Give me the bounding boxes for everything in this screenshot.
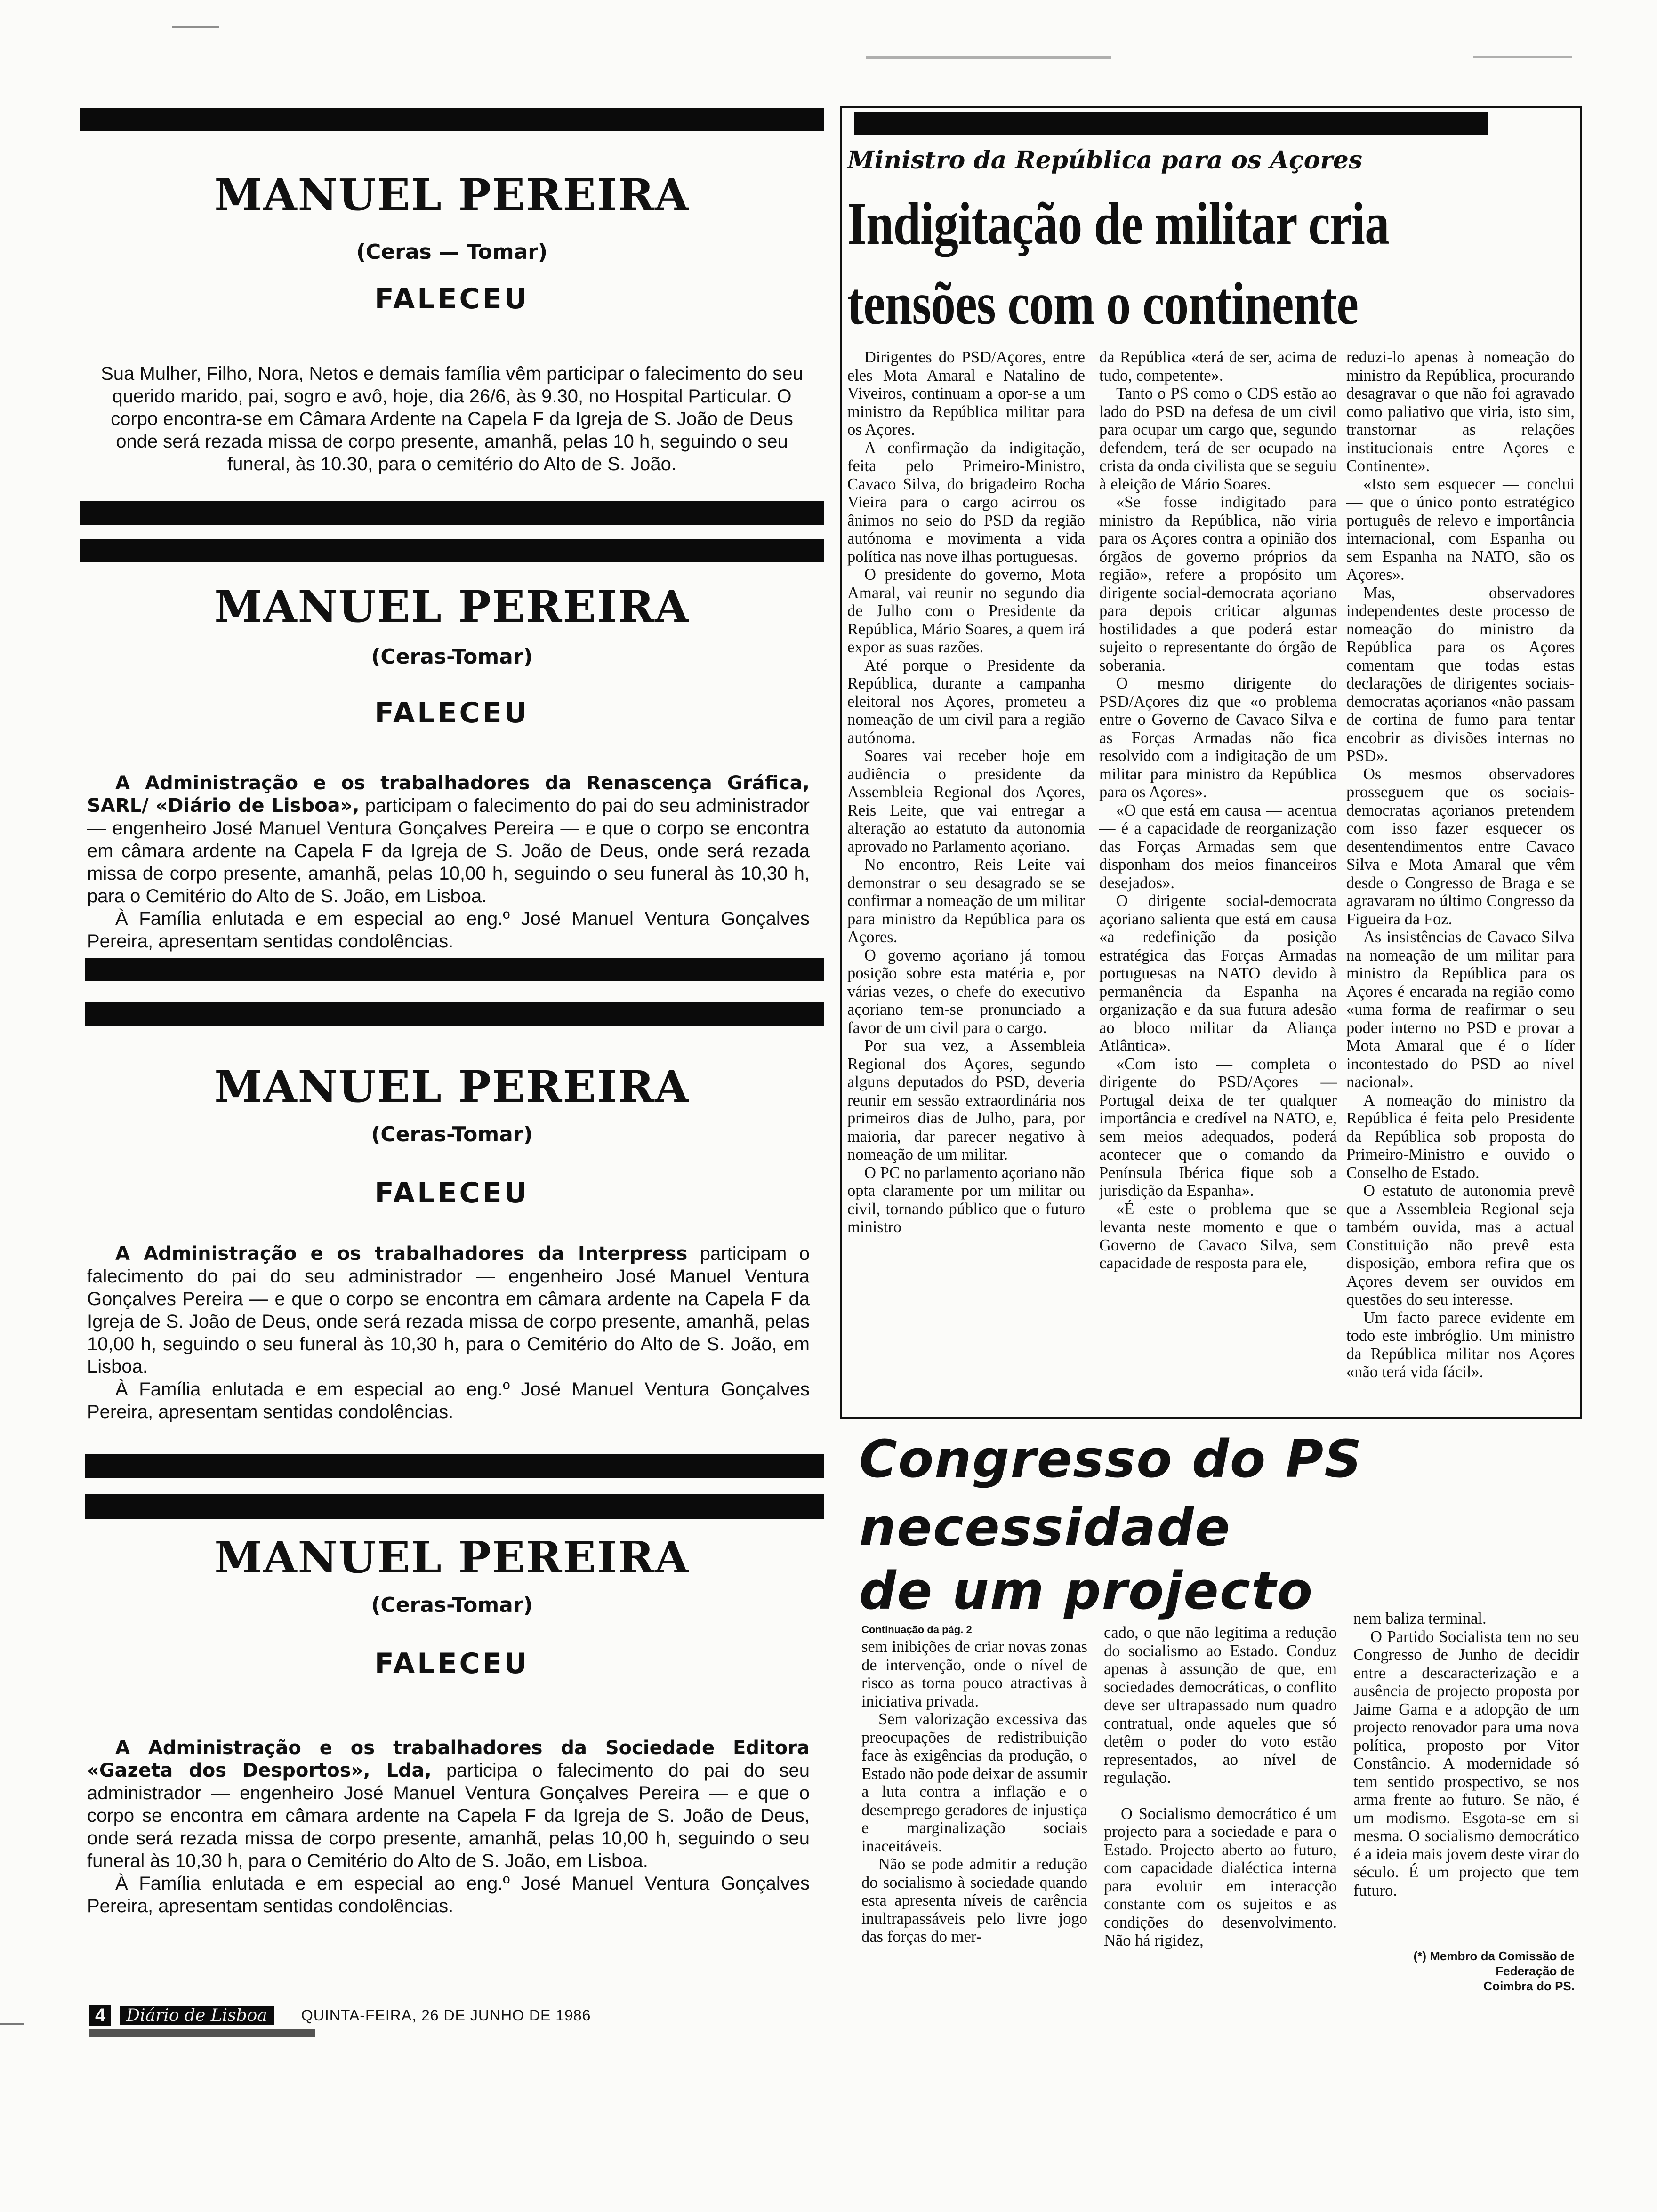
scan-speck — [0, 2023, 24, 2025]
notice-1-text: Sua Mulher, Filho, Nora, Netos e demais família vêm participar o falecimento do seu querido marido, pai, sogro e avô, hoje, dia 26/6, às 9.30, no Hospital Particular. O corpo encontra-se em Câmara Ardente na Capela F da Igreja de S. João de Deus onde será rezada missa de corpo presente, amanhã, pelas 10 h, seguindo o seu funeral, às 10.30, para o cemitério do Alto de S. João. — [101, 363, 803, 474]
scan-speck — [866, 56, 1111, 59]
article-2-column-1 — [861, 1638, 1087, 1946]
page-footer — [89, 2001, 772, 2029]
article-1-column-2 — [1099, 348, 1337, 1273]
footnote-line: Coimbra do PS. — [1483, 1979, 1575, 1993]
article-1-top-rule — [854, 112, 1488, 135]
notice-1-place: (Ceras — Tomar) — [356, 240, 548, 264]
paragraph: nem baliza terminal. — [1353, 1610, 1487, 1627]
paragraph: «Se fosse indigitado para ministro da República, não viria para os Açores contra a opinião dos órgãos de governo próprios da região», refere a propósito um dirigente social-democrata açoriano para depois criticar algumas hostilidades a que poderá estar sujeito o representante do órgão de soberania. — [1099, 493, 1337, 674]
notice-4-status: FALECEU — [374, 1647, 530, 1680]
notice-3-status: FALECEU — [374, 1177, 530, 1210]
paragraph: da República «terá de ser, acima de tudo, competente». — [1099, 348, 1337, 385]
footer-rule — [89, 2029, 315, 2037]
article-2-headline-line1: Congresso do PS — [859, 1429, 1363, 1489]
paragraph: Dirigentes do PSD/Açores, entre eles Mota Amaral e Natalino de Viveiros, continuam a opor-se a um ministro da República militar para os Açores. — [847, 348, 1085, 439]
paragraph: O mesmo dirigente do PSD/Açores diz que «o problema entre o Governo de Cavaco Silva e as Forças Armadas não fica resolvido com a indigitação de um militar para ministro da República para os Açores». — [1099, 674, 1337, 801]
paragraph: Soares vai receber hoje em audiência o presidente da Assembleia Regional dos Açores, Reis Leite, que vai entregar a alteração ao estatuto da autonomia aprovado no Parlamento açoriano. — [847, 747, 1085, 856]
notice-4-text: participa o falecimento do pai do seu administrador — engenheiro José Manuel Ventura Gonçalves Pereira — e que o corpo se encontra em câmara ardente na Capela F da Igreja de S. João de Deus, onde será rezada missa de corpo presente, amanhã, pelas 10,00 h, seguindo o seu funeral às 10,30 h, para o Cemitério do Alto de S. João, em Lisboa. — [87, 1760, 810, 1871]
notice-rule — [85, 1454, 824, 1478]
paragraph: O governo açoriano já tomou posição sobre esta matéria e, por várias vezes, o chefe do executivo açoriano tem-se pronunciado a favor de um civil para o cargo. — [847, 946, 1085, 1037]
article-1-headline-line2: tensões com o continente — [847, 270, 1359, 337]
notice-1-body — [94, 362, 810, 475]
paragraph: Sem valorização excessiva das preocupações de redistribuição face às exigências da produção, o Estado não pode deixar de assumir a luta contra a inflação e o desemprego geradores de injustiça e marginalização sociais inaceitáveis. — [861, 1710, 1087, 1855]
notice-3-place: (Ceras-Tomar) — [371, 1122, 533, 1146]
paragraph: cado, o que não legitima a redução do socialismo ao Estado. Conduz apenas à assunção de que, em sociedades democráticas, o conflito deve ser ultrapassado num quadro contratual, onde aqueles que só detêm o poder do voto estão representados, ao nível de regulação. — [1104, 1624, 1337, 1787]
paragraph: «O que está em causa — acentua — é a capacidade de reorganização das Forças Armadas sem que disponham dos meios financeiros desejados». — [1099, 801, 1337, 892]
footer-date: QUINTA-FEIRA, 26 DE JUNHO DE 1986 — [301, 2006, 591, 2024]
article-2-column-3 — [1353, 1610, 1579, 1899]
notice-2-status: FALECEU — [374, 697, 530, 729]
notice-4-place: (Ceras-Tomar) — [371, 1593, 533, 1617]
notice-2-sender: A Administração e os trabalhadores da Renascença Gráfica, SARL/ «Diário de Lisboa», — [87, 772, 810, 817]
paragraph: «Com isto — completa o dirigente do PSD/Açores — Portugal deixa de ter qualquer importância e credível na NATO, e, sem meios adequados, poderá acontecer que o comando da Península Ibérica fique sob a jurisdição da Espanha». — [1099, 1055, 1337, 1200]
paragraph: reduzi-lo apenas à nomeação do ministro da República, procurando desagravar o que não foi agravado como paliativo que viria, isto sim, transtornar as relações institucionais entre Açores e Continente». — [1346, 348, 1575, 475]
scan-speck — [1473, 56, 1572, 58]
footnote-line: (*) Membro da Comissão de Federação de — [1413, 1949, 1575, 1978]
article-1-headline-line1: Indigitação de militar cria — [847, 190, 1389, 257]
notice-2-condolences: À Família enlutada e em especial ao eng.º José Manuel Ventura Gonçalves Pereira, apresentam sentidas condolências. — [87, 908, 810, 952]
notice-rule — [85, 1002, 824, 1026]
notice-4-condolences: À Família enlutada e em especial ao eng.º José Manuel Ventura Gonçalves Pereira, apresentam sentidas condolências. — [87, 1873, 810, 1916]
notice-rule — [80, 539, 824, 562]
notice-2-name: MANUEL PEREIRA — [214, 581, 690, 632]
notice-3-name: MANUEL PEREIRA — [214, 1061, 690, 1112]
notice-3-sender: A Administração e os trabalhadores da Interpress — [115, 1243, 688, 1265]
notice-1-status: FALECEU — [374, 282, 530, 315]
article-2-footnote — [1353, 1948, 1575, 1994]
paragraph: «É este o problema que se levanta neste momento e que o Governo de Cavaco Silva, sem capacidade de resposta para ele, — [1099, 1200, 1337, 1272]
paragraph: O Partido Socialista tem no seu Congresso de Junho de decidir entre a descaracterização e a ausência de projecto proposta por Jaime Gama e a adopção de um projecto renovador para uma nova política, proposto por Vitor Constâncio. A modernidade só tem sentido prospectivo, se nos arma frente ao futuro. Se não, é um modismo. Esgota-se em si mesma. O socialismo democrático é a ideia mais jovem deste virar do século. É um projecto que tem futuro. — [1353, 1627, 1579, 1899]
notice-1-name: MANUEL PEREIRA — [214, 169, 690, 220]
notice-2-text: participam o falecimento do pai do seu administrador — engenheiro José Manuel Ventura Gonçalves Pereira — e que o corpo se encontra em câmara ardente na Capela F da Igreja de S. João de Deus, onde será rezada missa de corpo presente, amanhã, pelas 10,00 h, seguindo o seu funeral às 10,30 h, para o Cemitério do Alto de S. João, em Lisboa. — [87, 795, 810, 906]
article-2-headline-line2: necessidade — [859, 1497, 1231, 1557]
notice-rule — [80, 501, 824, 525]
paragraph: O presidente do governo, Mota Amaral, vai reunir no segundo dia de Julho com o Presidente da República, Mário Soares, a quem irá expor as suas razões. — [847, 566, 1085, 656]
paragraph: O dirigente social-democrata açoriano salienta que está em causa «a redefinição da posição estratégica das Forças Armadas portuguesas na NATO devido à permanência da Espanha na organização e da sua futura adesão ao bloco militar da Aliança Atlântica». — [1099, 892, 1337, 1055]
paragraph: «Isto sem esquecer — conclui — que o único ponto estratégico português de relevo e importância internacional, com Espanha ou sem Espanha na NATO, são os Açores». — [1346, 475, 1575, 584]
paragraph: As insistências de Cavaco Silva na nomeação de um militar para ministro da República para os Açores é encarada na região como «uma forma de reafirmar o seu poder interno no PSD e provar a Mota Amaral que é o líder incontestado do PSD ao nível nacional». — [1346, 928, 1575, 1091]
paragraph: A confirmação da indigitação, feita pelo Primeiro-Ministro, Cavaco Silva, do brigadeiro Rocha Vieira para o cargo acirrou os ânimos no seio do PSD da região autónoma e movimenta a vida política nas nove ilhas portuguesas. — [847, 439, 1085, 566]
notice-rule — [85, 1494, 824, 1519]
paragraph: Um facto parece evidente em todo este imbróglio. Um ministro da República militar nos Açores «não terá vida fácil». — [1346, 1308, 1575, 1381]
paragraph: O estatuto de autonomia prevê que a Assembleia Regional seja também ouvida, mas a actual Constituição não prevê esta disposição, embora refira que os Açores devem ser ouvidos em questões do seu interesse. — [1346, 1182, 1575, 1308]
notice-2-place: (Ceras-Tomar) — [371, 645, 533, 669]
paragraph: Os mesmos observadores prosseguem que os sociais-democratas açorianos pretendem com isso fazer esquecer os desentendimentos entre Cavaco Silva e Mota Amaral que vêm desde o Congresso de Braga e se agravaram no último Congresso da Figueira da Foz. — [1346, 765, 1575, 928]
article-2-column-2 — [1104, 1624, 1337, 1950]
article-2-continuation: Continuação da pág. 2 — [861, 1624, 972, 1635]
notice-2-body — [87, 772, 810, 953]
paragraph: sem inibições de criar novas zonas de intervenção, onde o nível de risco as torna pouco atractivas à iniciativa privada. — [861, 1638, 1087, 1710]
paragraph: O PC no parlamento açoriano não opta claramente por um militar ou civil, tornando público que o futuro ministro — [847, 1163, 1085, 1236]
scan-speck — [172, 26, 219, 28]
notice-3-text: participam o falecimento do pai do seu administrador — engenheiro José Manuel Ventura Gonçalves Pereira — e que o corpo se encontra em câmara ardente na Capela F da Igreja de S. João de Deus, onde será rezada missa de corpo presente, amanhã, pelas 10,00 h, seguindo o seu funeral às 10,30 h, para o Cemitério do Alto de S. João, em Lisboa. — [87, 1243, 810, 1377]
article-1-column-3 — [1346, 348, 1575, 1381]
paragraph: O Socialismo democrático é um projecto para a sociedade e para o Estado. Projecto aberto ao futuro, com capacidade dialéctica interna para evoluir em interacção constante com os sujeitos e as condições do desenvolvimento. Não há rigidez, — [1104, 1804, 1337, 1949]
notice-rule — [85, 958, 824, 981]
paragraph: Mas, observadores independentes deste processo de nomeação do ministro da República para os Açores comentam que todas estas declarações de dirigentes sociais-democratas açorianos «não passam de cortina de fumo para tentar encobrir as divisões internas no PSD». — [1346, 584, 1575, 765]
page-number: 4 — [89, 2005, 111, 2026]
notice-4-body — [87, 1737, 810, 1917]
notice-3-condolences: À Família enlutada e em especial ao eng.º José Manuel Ventura Gonçalves Pereira, apresentam sentidas condolências. — [87, 1379, 810, 1422]
paragraph: Tanto o PS como o CDS estão ao lado do PSD na defesa de um civil para ocupar um cargo que, segundo defendem, terá de ser ocupado na crista da onda civilista que se seguiu à eleição de Mário Soares. — [1099, 385, 1337, 493]
article-2-headline-line3: de um projecto — [859, 1561, 1314, 1621]
notice-4-sender: A Administração e os trabalhadores da Sociedade Editora «Gazeta dos Desportos», Lda, — [87, 1737, 810, 1781]
article-1-kicker: Ministro da República para os Açores — [847, 146, 1363, 175]
paragraph: Até porque o Presidente da República, durante a campanha eleitoral nos Açores, prometeu a nomeação de um civil para a região autónoma. — [847, 656, 1085, 747]
paragraph: Não se pode admitir a redução do socialismo à sociedade quando esta apresenta níveis de carência inultrapassáveis pelo livre jogo das forças do mer- — [861, 1855, 1087, 1946]
article-1-column-1 — [847, 348, 1085, 1236]
paragraph: A nomeação do ministro da República é feita pelo Presidente da República sob proposta do Primeiro-Ministro e ouvido o Conselho de Estado. — [1346, 1091, 1575, 1182]
paragraph: No encontro, Reis Leite vai demonstrar o seu desagrado se se confirmar a nomeação de um militar para ministro da República para os Açores. — [847, 856, 1085, 946]
notice-rule-top — [80, 108, 824, 131]
notice-4-name: MANUEL PEREIRA — [214, 1532, 690, 1583]
paragraph: Por sua vez, a Assembleia Regional dos Açores, segundo alguns deputados do PSD, deveria reunir em sessão extraordinária nos primeiros dias de Julho, para, por maioria, dar parecer negativo à nomeação de um militar. — [847, 1037, 1085, 1163]
notice-3-body — [87, 1242, 810, 1423]
masthead: Diário de Lisboa — [120, 2006, 274, 2025]
